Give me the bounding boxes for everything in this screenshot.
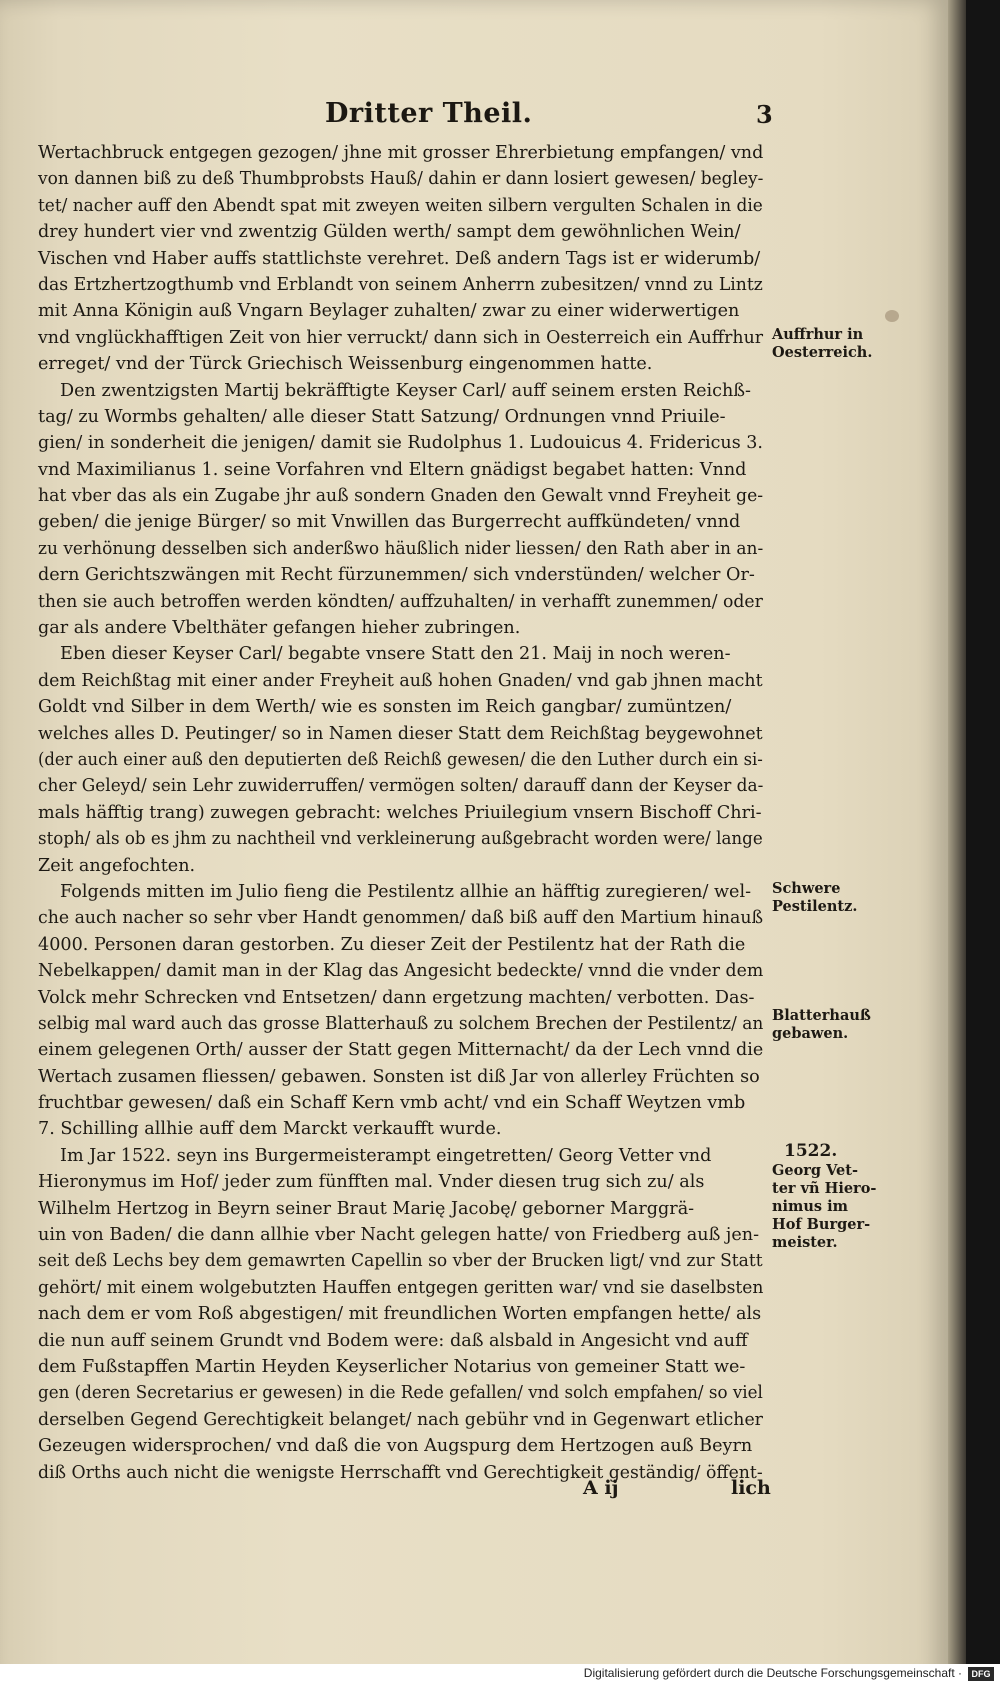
- text-line: Gezeugen widersprochen/ vnd daß die von Augspurg dem Hertzogen auß Beyrn: [38, 1436, 753, 1457]
- text-line: einem gelegenen Orth/ ausser der Statt gegen Mitternacht/ da der Lech vnnd die: [38, 1040, 764, 1061]
- text-line: Wilhelm Hertzog in Beyrn seiner Braut Marię Jacobę/ geborner Marggrä-: [38, 1198, 695, 1219]
- marginal-line: meister.: [772, 1234, 838, 1251]
- text-line: Hieronymus im Hof/ jeder zum fünfften mal. Vnder diesen trug sich zu/ als: [38, 1172, 705, 1193]
- text-line: stoph/ als ob es jhm zu nachtheil vnd verkleinerung außgebracht worden were/ lange: [38, 829, 763, 850]
- text-line: Nebelkappen/ damit man in der Klag das Angesicht bedeckte/ vnnd die vnder dem: [38, 961, 764, 982]
- catchword: lich: [731, 1477, 771, 1499]
- text-line: seit deß Lechs bey dem gemawrten Capellin so vber der Brucken ligt/ vnd zur Statt: [38, 1251, 763, 1272]
- paper-stain: [885, 310, 899, 322]
- folio-number: 3: [756, 100, 773, 129]
- marginal-line: Auffrhur in: [772, 326, 864, 343]
- text-line: Folgends mitten im Julio fieng die Pestilentz allhie an häfftig zuregieren/ wel-: [60, 881, 752, 902]
- text-line: zu verhönung desselben sich anderßwo häußlich nider liessen/ den Rath aber in an-: [38, 538, 764, 559]
- text-line: gen (deren Secretarius er gewesen) in die Rede gefallen/ vnd solch empfahen/ so viel: [38, 1383, 763, 1404]
- marginal-line: nimus im: [772, 1198, 848, 1215]
- text-line: mit Anna Königin auß Vngarn Beylager zuhalten/ zwar zu einer widerwertigen: [38, 301, 740, 322]
- text-line: welches alles D. Peutinger/ so in Namen dieser Statt dem Reichßtag beygewohnet: [38, 723, 763, 744]
- text-line: nach dem er vom Roß abgestigen/ mit freundlichen Worten empfangen hette/ als: [38, 1304, 762, 1325]
- text-line: gar als andere Vbelthäter gefangen hieher zubringen.: [38, 618, 521, 639]
- text-line: Zeit angefochten.: [38, 855, 196, 876]
- text-line: 7. Schilling allhie auff dem Marckt verkaufft wurde.: [38, 1119, 502, 1140]
- text-line: gien/ in sonderheit die jenigen/ damit sie Rudolphus 1. Ludouicus 4. Fridericus 3.: [38, 433, 763, 454]
- marginal-line: Blatterhauß: [772, 1007, 871, 1024]
- text-line: vnd Maximilianus 1. seine Vorfahren vnd Eltern gnädigst begabet hatten: Vnnd: [38, 459, 747, 480]
- marginal-line: Oesterreich.: [772, 344, 873, 361]
- main-text: [38, 140, 764, 1486]
- text-line: tet/ nacher auff den Abendt spat mit zweyen weiten silbern vergulten Schalen in die: [38, 195, 763, 216]
- marginal-year: 1522.: [784, 1141, 838, 1161]
- text-line: Wertach zusamen fliessen/ gebawen. Sonsten ist diß Jar von allerley Früchten so: [38, 1066, 760, 1087]
- text-line: gehört/ mit einem wolgebutzten Hauffen entgegen geritten war/ vnd sie daselbsten: [38, 1277, 764, 1298]
- dfg-logo: DFG: [968, 1667, 994, 1681]
- text-line: Vischen vnd Haber auffs stattlichste verehret. Deß andern Tags ist er widerumb/: [38, 248, 761, 269]
- marginal-note-blatterhaus: [772, 1007, 922, 1043]
- page-footer: [0, 1477, 948, 1507]
- text-line: von dannen biß zu deß Thumbprobsts Hauß/ dahin er dann losiert gewesen/ begley-: [38, 169, 764, 190]
- text-line: fruchtbar gewesen/ daß ein Schaff Kern vmb acht/ vnd ein Schaff Weytzen vmb: [38, 1093, 746, 1114]
- text-line: then sie auch betroffen werden köndten/ auffzuhalten/ in verhafft zunemmen/ oder: [38, 591, 763, 612]
- credit-text: Digitalisierung gefördert durch die Deutsche Forschungsgemeinschaft ·: [583, 1666, 962, 1680]
- text-line: Goldt vnd Silber in dem Werth/ wie es sonsten im Reich gangbar/ zumüntzen/: [38, 697, 732, 718]
- running-title: Dritter Theil.: [325, 98, 533, 129]
- text-line: hat vber das als ein Zugabe jhr auß sondern Gnaden den Gewalt vnnd Freyheit ge-: [38, 486, 764, 507]
- text-line: 4000. Personen daran gestorben. Zu dieser Zeit der Pestilentz hat der Rath die: [38, 934, 746, 955]
- text-line: dem Reichßtag mit einer ander Freyheit auß hohen Gnaden/ vnd gab jhnen macht: [38, 670, 763, 691]
- text-line: Volck mehr Schrecken vnd Entsetzen/ dann ergetzung machten/ verbotten. Das-: [38, 987, 755, 1008]
- marginal-note-auffrhur: [772, 326, 922, 362]
- marginal-line: Pestilentz.: [772, 898, 858, 915]
- text-line: geben/ die jenige Bürger/ so mit Vnwillen das Burgerrecht auffkündeten/ vnnd: [38, 512, 741, 533]
- text-line: das Ertzhertzogthumb vnd Erblandt von seinem Anherrn zubesitzen/ vnnd zu Lintz: [38, 274, 763, 295]
- marginal-note-burgermeister: [772, 1142, 922, 1252]
- marginal-line: gebawen.: [772, 1025, 849, 1042]
- text-line: uin von Baden/ die dann allhie vber Nacht gelegen hatte/ von Friedberg auß jen-: [38, 1225, 760, 1246]
- text-line: dern Gerichtszwängen mit Recht fürzunemmen/ sich vnderstünden/ welcher Or-: [38, 565, 755, 586]
- signature-mark: A ij: [583, 1477, 619, 1499]
- text-line: Wertachbruck entgegen gezogen/ jhne mit grosser Ehrerbietung empfangen/ vnd: [38, 143, 764, 163]
- text-line: vnd vnglückhafftigen Zeit von hier verruckt/ dann sich in Oesterreich ein Auffrhur: [38, 327, 764, 348]
- marginal-line: Schwere: [772, 880, 841, 897]
- text-line: che auch nacher so sehr vber Handt genommen/ daß biß auff den Martium hinauß: [38, 908, 764, 929]
- text-line: cher Geleyd/ sein Lehr zuwiderruffen/ vermögen solten/ darauff dann der Keyser da-: [38, 776, 764, 797]
- text-line: dem Fußstapffen Martin Heyden Keyserlicher Notarius von gemeiner Statt we-: [38, 1356, 746, 1377]
- text-line: derselben Gegend Gerechtigkeit belanget/ nach gebühr vnd in Gegenwart etlicher: [38, 1409, 763, 1430]
- text-line: die nun auff seinem Grundt vnd Bodem were: daß alsbald in Angesicht vnd auff: [38, 1330, 748, 1351]
- marginal-line: Georg Vet-: [772, 1162, 858, 1179]
- running-head: [0, 98, 948, 132]
- text-line: Im Jar 1522. seyn ins Burgermeisterampt eingetretten/ Georg Vetter vnd: [60, 1145, 712, 1166]
- text-line: Eben dieser Keyser Carl/ begabte vnsere Statt den 21. Maij in noch weren-: [60, 644, 731, 665]
- text-line: Den zwentzigsten Martij bekräfftigte Keyser Carl/ auff seinem ersten Reichß-: [60, 380, 752, 401]
- page-edge-shadow: [948, 0, 966, 1684]
- text-line: erreget/ vnd der Türck Griechisch Weissenburg eingenommen hatte.: [38, 354, 653, 375]
- credit-bar: [0, 1664, 1000, 1684]
- text-line: (der auch einer auß den deputierten deß Reichß gewesen/ die den Luther durch ein si-: [38, 749, 763, 770]
- text-line: drey hundert vier vnd zwentzig Gülden werth/ sampt dem gewöhnlichen Wein/: [38, 222, 741, 243]
- text-line: diß Orths auch nicht die wenigste Herrschafft vnd Gerechtigkeit geständig/ öffent-: [38, 1462, 763, 1483]
- text-line: selbig mal ward auch das grosse Blatterhauß zu solchem Brechen der Pestilentz/ an: [38, 1013, 764, 1034]
- marginal-line: Hof Burger-: [772, 1216, 871, 1233]
- text-line: tag/ zu Wormbs gehalten/ alle dieser Statt Satzung/ Ordnungen vnnd Priuile-: [38, 406, 726, 427]
- text-line: mals häfftig trang) zuwegen gebracht: welches Priuilegium vnsern Bischoff Chri-: [38, 802, 762, 823]
- marginal-line: ter vñ Hiero-: [772, 1180, 877, 1197]
- marginal-note-pestilentz: [772, 880, 922, 916]
